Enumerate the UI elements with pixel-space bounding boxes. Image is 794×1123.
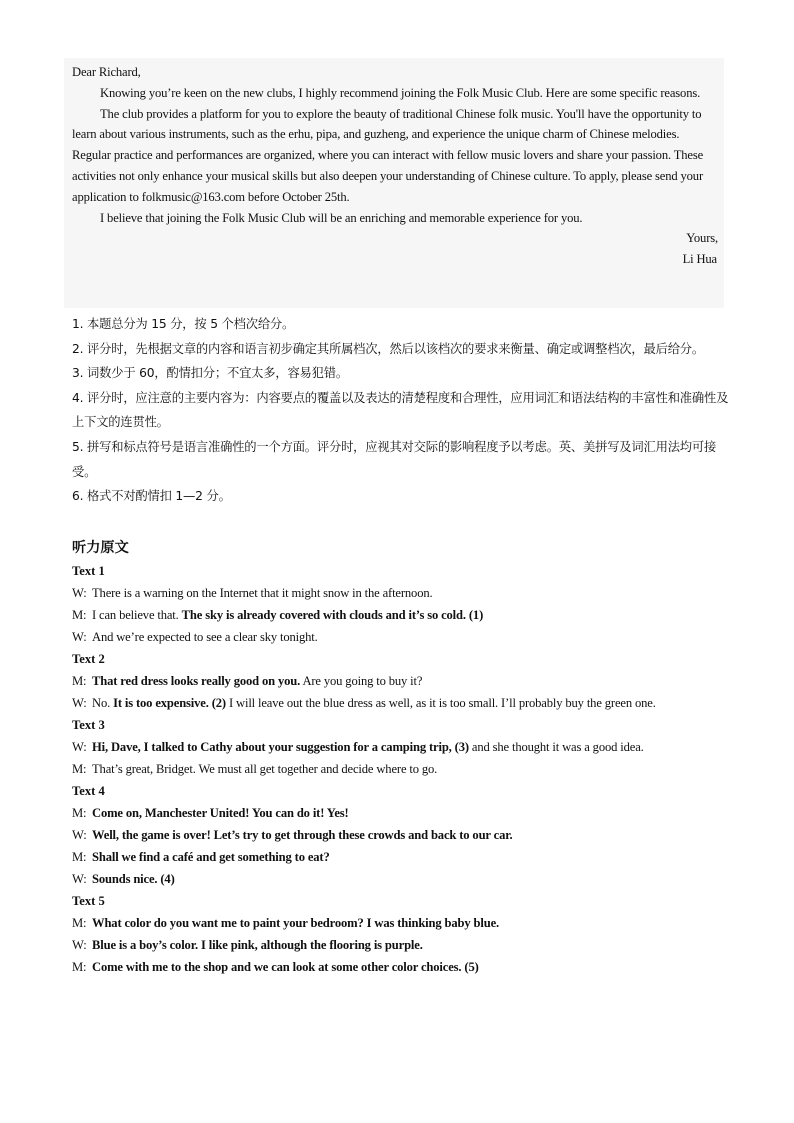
dialogue-line bbox=[72, 846, 732, 868]
speaker-label: M: bbox=[72, 674, 87, 688]
letter-paragraph-3: I believe that joining the Folk Music Club will be an enriching and memorable experience for you. bbox=[100, 210, 583, 225]
speaker-label: M: bbox=[72, 960, 87, 974]
model-letter-box bbox=[64, 58, 724, 308]
transcript-text-heading: Text 5 bbox=[72, 894, 105, 908]
speaker-label: W: bbox=[72, 630, 87, 644]
transcript-texts bbox=[72, 560, 732, 978]
answer-clue: What color do you want me to paint your bedroom? I was thinking baby blue. bbox=[92, 916, 500, 930]
answer-clue: Shall we find a café and get something to eat? bbox=[92, 850, 330, 864]
scoring-rule: 6. 格式不对酌情扣 1—2 分。 bbox=[72, 489, 231, 504]
speaker-label: M: bbox=[72, 806, 87, 820]
dialogue-text: That’s great, Bridget. We must all get together and decide where to go. bbox=[92, 762, 438, 776]
speaker-label: W: bbox=[72, 740, 87, 754]
dialogue-text: No. bbox=[92, 696, 114, 710]
answer-clue: Come with me to the shop and we can look at some other color choices. (5) bbox=[92, 960, 479, 974]
speaker-label: M: bbox=[72, 608, 87, 622]
answer-clue: Well, the game is over! Let’s try to get through these crowds and back to our car. bbox=[92, 828, 513, 842]
transcript-text-heading: Text 1 bbox=[72, 564, 105, 578]
answer-clue: Sounds nice. (4) bbox=[92, 872, 175, 886]
transcript-text-heading: Text 2 bbox=[72, 652, 105, 666]
speaker-label: W: bbox=[72, 872, 87, 886]
answer-clue: Come on, Manchester United! You can do it! Yes! bbox=[92, 806, 349, 820]
transcript-text-heading: Text 4 bbox=[72, 784, 105, 798]
scoring-rules bbox=[72, 312, 738, 509]
dialogue-text: and she thought it was a good idea. bbox=[468, 740, 644, 754]
dialogue-line bbox=[72, 824, 732, 846]
scoring-rule: 4. 评分时，应注意的主要内容为：内容要点的覆盖以及表达的清楚程度和合理性，应用词汇和语法结构的丰富性和准确性及上下文的连贯性。 bbox=[72, 390, 729, 430]
speaker-label: W: bbox=[72, 938, 87, 952]
speaker-label: M: bbox=[72, 916, 87, 930]
answer-clue: It is too expensive. (2) bbox=[113, 696, 226, 710]
dialogue-text: There is a warning on the Internet that it might snow in the afternoon. bbox=[92, 586, 433, 600]
dialogue-line bbox=[72, 758, 732, 780]
dialogue-line bbox=[72, 736, 732, 758]
scoring-rule: 3. 词数少于 60，酌情扣分；不宜太多，容易犯错。 bbox=[72, 366, 348, 381]
answer-clue: Hi, Dave, I talked to Cathy about your suggestion for a camping trip, (3) bbox=[92, 740, 469, 754]
dialogue-text: And we’re expected to see a clear sky tonight. bbox=[92, 630, 318, 644]
answer-clue: That red dress looks really good on you. bbox=[92, 674, 301, 688]
dialogue-line bbox=[72, 692, 732, 714]
dialogue-line bbox=[72, 626, 732, 648]
speaker-label: M: bbox=[72, 850, 87, 864]
answer-clue: Blue is a boy’s color. I like pink, although the flooring is purple. bbox=[92, 938, 423, 952]
dialogue-line bbox=[72, 604, 732, 626]
letter-paragraph-2: The club provides a platform for you to explore the beauty of traditional Chinese folk music. You'll have the opportunity to learn about various instruments, such as the erhu, pipa, and guzheng, and experience the unique charm of Chinese melodies. Regular practice and performances are organized, where you can interact with fellow music lovers and share your passion. These activities not only enhance your musical skills but also deepen your understanding of Chinese culture. To apply, please send your application to folkmusic@163.com before October 25th. bbox=[72, 106, 704, 204]
listening-transcript bbox=[72, 536, 732, 978]
model-letter bbox=[72, 62, 718, 270]
scoring-rule: 1. 本题总分为 15 分，按 5 个档次给分。 bbox=[72, 317, 295, 331]
scoring-rule: 5. 拼写和标点符号是语言准确性的一个方面。评分时，应视其对交际的影响程度予以考虑。英、美拼写及词汇用法均可接受。 bbox=[72, 439, 717, 479]
dialogue-line bbox=[72, 670, 732, 692]
dialogue-text: I will leave out the blue dress as well, as it is too small. I’ll probably buy the green one. bbox=[225, 696, 656, 710]
speaker-label: W: bbox=[72, 586, 87, 600]
dialogue-line bbox=[72, 802, 732, 824]
letter-paragraph-1: Knowing you’re keen on the new clubs, I highly recommend joining the Folk Music Club. Here are some specific reasons. bbox=[100, 85, 701, 100]
dialogue-line bbox=[72, 934, 732, 956]
speaker-label: M: bbox=[72, 762, 87, 776]
dialogue-line bbox=[72, 956, 732, 978]
letter-greeting: Dear Richard, bbox=[72, 65, 141, 79]
answer-clue: The sky is already covered with clouds and it’s so cold. (1) bbox=[181, 608, 484, 622]
dialogue-line bbox=[72, 868, 732, 890]
dialogue-text: I can believe that. bbox=[92, 608, 182, 622]
scoring-rule: 2. 评分时，先根据文章的内容和语言初步确定其所属档次，然后以该档次的要求来衡量、确定或调整档次，最后给分。 bbox=[72, 341, 704, 356]
dialogue-line bbox=[72, 582, 732, 604]
transcript-title: 听力原文 bbox=[72, 540, 129, 556]
speaker-label: W: bbox=[72, 828, 87, 842]
transcript-text-heading: Text 3 bbox=[72, 718, 105, 732]
letter-signature: Li Hua bbox=[682, 252, 717, 267]
dialogue-text: Are you going to buy it? bbox=[300, 674, 423, 688]
letter-closing: Yours, bbox=[686, 231, 718, 246]
speaker-label: W: bbox=[72, 696, 87, 710]
dialogue-line bbox=[72, 912, 732, 934]
